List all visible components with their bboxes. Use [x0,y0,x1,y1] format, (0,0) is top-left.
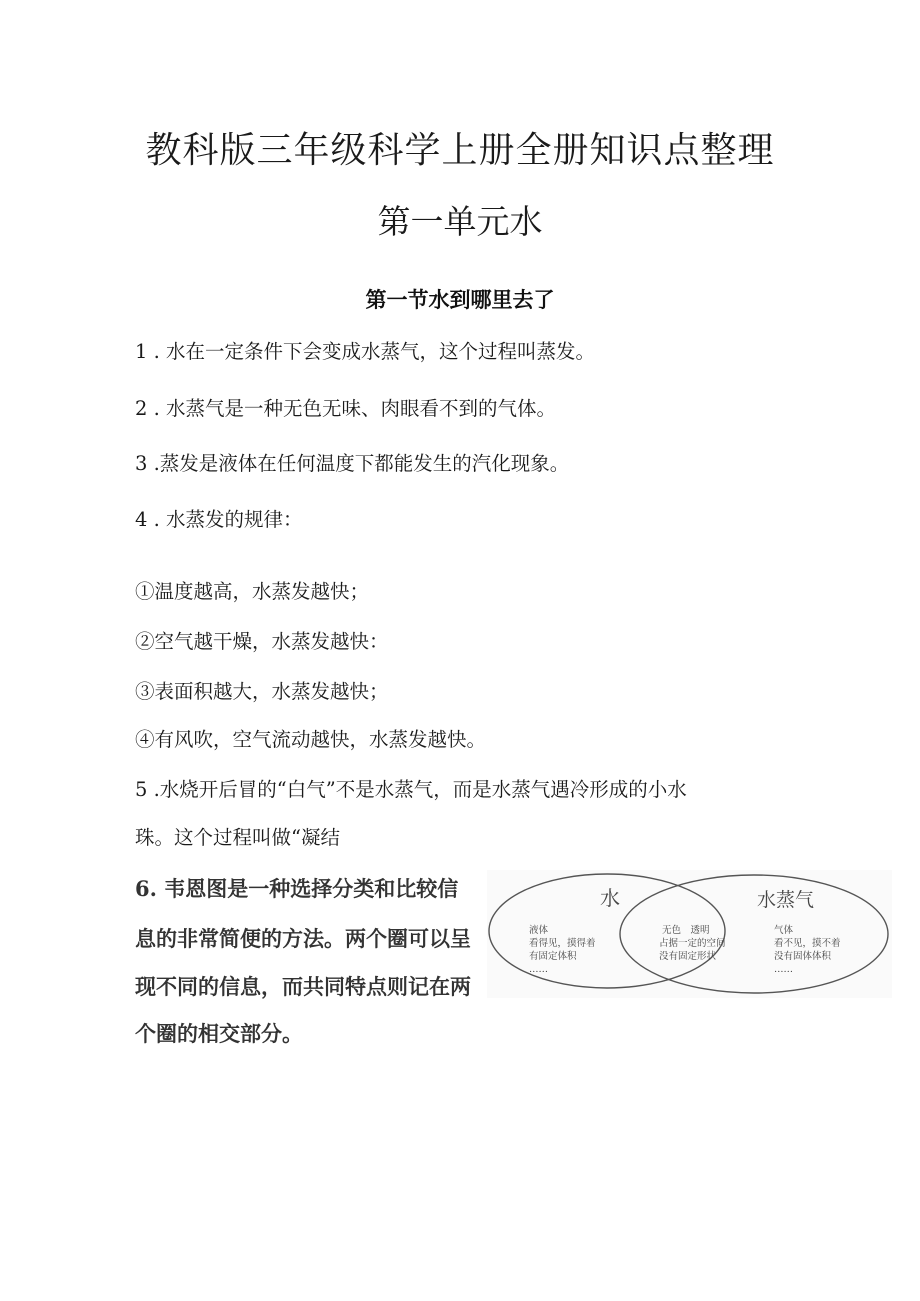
venn-middle-item: 没有固定形状 [659,951,717,962]
rule-4: ④有风吹，空气流动越快，水蒸发越快。 [135,728,487,751]
point-6-line-4: 个圈的相交部分。 [135,1021,303,1046]
venn-right-item: 没有固体体积 [774,951,832,962]
rule-2: ②空气越干燥，水蒸发越快： [135,630,389,653]
point-6-line-1: 6. 韦恩图是一种选择分类和比较信 [135,876,459,901]
venn-right-label: 水蒸气 [757,889,815,911]
section-title: 第一节水到哪里去了 [365,288,555,312]
venn-middle-item: 无色 透明 [662,925,710,936]
point-1: 1 . 水在一定条件下会变成水蒸气，这个过程叫蒸发。 [135,340,596,363]
point-3: 3 .蒸发是液体在任何温度下都能发生的汽化现象。 [135,452,570,475]
point-5-line-2: 珠。这个过程叫做“凝结 [135,826,340,849]
venn-right-circle [620,875,888,993]
point-6-line-3: 现不同的信息，而共同特点则记在两 [135,974,471,999]
venn-right-item: 看不见，摸不着 [774,938,841,949]
point-6-line-2: 息的非常简便的方法。两个圈可以呈 [135,926,471,951]
venn-left-item: …… [529,964,548,975]
venn-diagram [487,870,892,998]
rule-3: ③表面积越大，水蒸发越快； [135,680,389,703]
venn-middle-item: 占据一定的空间 [659,938,726,949]
venn-left-item: 有固定体积 [529,951,577,962]
venn-left-item: 看得见，摸得着 [529,938,596,949]
venn-left-item: 液体 [529,925,549,936]
point-2: 2 . 水蒸气是一种无色无味、肉眼看不到的气体。 [135,397,557,420]
rule-1: ①温度越高，水蒸发越快； [135,580,370,603]
unit-title: 第一单元水 [377,202,543,241]
venn-right-item: …… [774,964,793,975]
venn-right-item: 气体 [774,925,794,936]
point-4: 4 . 水蒸发的规律： [135,508,303,531]
point-5-line-1: 5 .水烧开后冒的“白气”不是水蒸气，而是水蒸气遇冷形成的小水 [135,778,687,801]
document-title: 教科版三年级科学上册全册知识点整理 [145,130,775,171]
venn-left-label: 水 [600,886,620,910]
